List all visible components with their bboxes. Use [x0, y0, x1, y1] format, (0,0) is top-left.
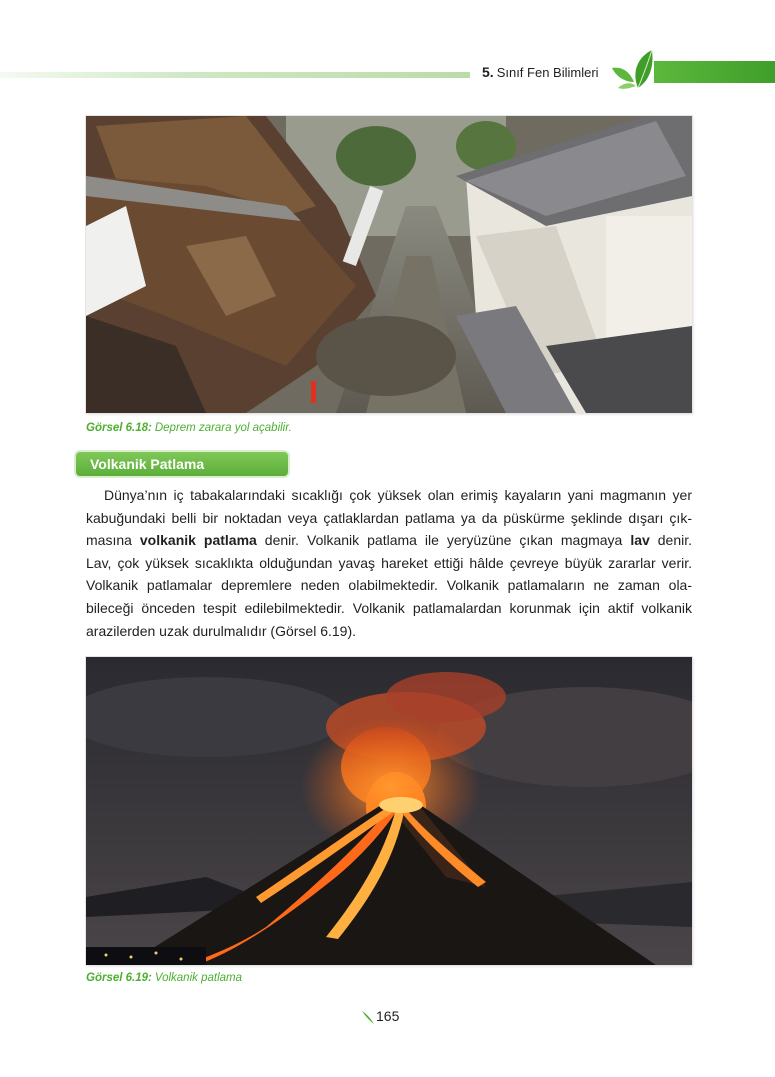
section-heading [76, 452, 288, 476]
earthquake-photo [86, 116, 692, 413]
header-green-bar [654, 61, 775, 83]
paragraph-line: Lav, çok yüksek sıcaklıkta olduğundan yavaş hareket ettiği hâlde çevreye büyük zararlar verir. [86, 554, 692, 571]
leaf-icon [608, 48, 658, 92]
paragraph-line: Volkanik patlamalar depremlere neden olabilmektedir. Volkanik patlamaların ne zaman ola- [86, 577, 692, 594]
caption-text: Deprem zarara yol açabilir. [154, 422, 292, 434]
paragraph-line [86, 529, 692, 552]
header-grade: 5. [482, 64, 494, 80]
paragraph-line: arazilerden uzak durulmalıdır (Görsel 6.19). [86, 622, 357, 639]
header-rule [0, 72, 470, 78]
paragraph-line: bileceği önceden tespit edilebilmektedir. Volkanik patlamalardan korunmak için aktif volkanik [86, 599, 692, 616]
body-paragraph [86, 484, 692, 642]
page-leaf-icon [360, 1009, 376, 1025]
erupting-volcano-photo-icon [86, 657, 692, 965]
text-run: denir. Volkanik patlama ile yeryüzüne çıkan magmaya [256, 532, 631, 549]
page-number: 165 [376, 1008, 400, 1024]
figure-caption-2 [86, 972, 242, 984]
text-run: masına [86, 532, 140, 549]
volcano-photo [86, 657, 692, 965]
paragraph-line: kabuğundaki belli bir noktadan veya çatlaklardan patlama ya da püskürme şeklinde dışarı çık- [86, 509, 692, 526]
paragraph-line: Dünya’nın iç tabakalarındaki sıcaklığı çok yüksek olan erimiş kayaların yani magmanın yer [104, 487, 692, 503]
header-title [482, 64, 599, 80]
caption-label: Görsel 6.19: [86, 972, 152, 984]
term-volkanik-patlama: volkanik patlama [139, 532, 257, 549]
collapsed-houses-photo-icon [86, 116, 692, 413]
caption-text: Volkanik patlama [154, 972, 242, 984]
term-lav: lav [630, 532, 650, 549]
caption-label: Görsel 6.18: [86, 422, 152, 434]
figure-caption-1 [86, 422, 292, 434]
section-title: Volkanik Patlama [90, 456, 205, 472]
header-subject: Sınıf Fen Bilimleri [496, 65, 599, 80]
text-run: denir. [649, 532, 692, 549]
